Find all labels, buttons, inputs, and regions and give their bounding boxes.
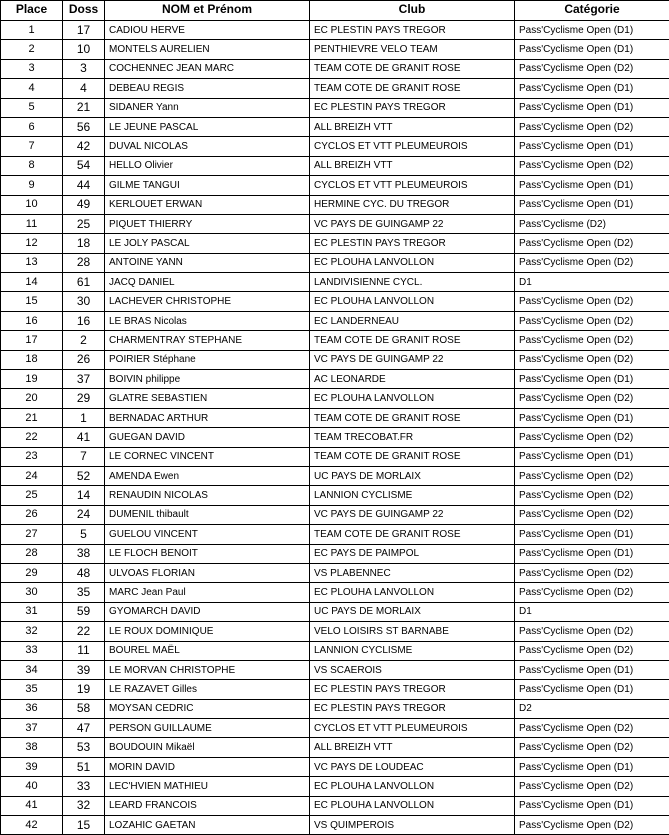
cell-place: 28 [1,544,63,563]
table-row [1,466,669,485]
cell-place: 8 [1,156,63,175]
cell-club: EC PAYS DE PAIMPOL [310,544,515,563]
cell-club: LANNION CYCLISME [310,486,515,505]
cell-category: Pass'Cyclisme Open (D2) [515,156,669,175]
cell-doss: 10 [63,40,105,59]
cell-place: 34 [1,660,63,679]
table-row [1,370,669,389]
cell-place: 35 [1,680,63,699]
cell-name: CHARMENTRAY STEPHANE [105,331,310,350]
cell-name: LE CORNEC VINCENT [105,447,310,466]
cell-doss: 39 [63,660,105,679]
table-row [1,350,669,369]
cell-place: 19 [1,370,63,389]
cell-name: ULVOAS FLORIAN [105,563,310,582]
cell-category: Pass'Cyclisme Open (D1) [515,98,669,117]
cell-club: TEAM COTE DE GRANIT ROSE [310,408,515,427]
table-row [1,331,669,350]
cell-category: Pass'Cyclisme Open (D1) [515,660,669,679]
table-row [1,79,669,98]
cell-category: Pass'Cyclisme Open (D1) [515,408,669,427]
cell-category: Pass'Cyclisme Open (D1) [515,195,669,214]
cell-place: 25 [1,486,63,505]
table-row [1,641,669,660]
cell-club: VS SCAEROIS [310,660,515,679]
cell-club: ALL BREIZH VTT [310,156,515,175]
cell-category: Pass'Cyclisme Open (D2) [515,253,669,272]
cell-name: LE JOLY PASCAL [105,234,310,253]
table-row [1,486,669,505]
cell-place: 4 [1,79,63,98]
cell-doss: 7 [63,447,105,466]
cell-category: Pass'Cyclisme Open (D1) [515,796,669,815]
cell-name: LEC'HVIEN MATHIEU [105,777,310,796]
cell-place: 9 [1,176,63,195]
cell-doss: 29 [63,389,105,408]
table-row [1,816,669,835]
table-row [1,699,669,718]
cell-category: Pass'Cyclisme Open (D2) [515,389,669,408]
cell-doss: 21 [63,98,105,117]
cell-doss: 32 [63,796,105,815]
table-row [1,719,669,738]
cell-name: MOYSAN CEDRIC [105,699,310,718]
cell-doss: 19 [63,680,105,699]
cell-name: PIQUET THIERRY [105,214,310,233]
cell-doss: 2 [63,331,105,350]
table-row [1,253,669,272]
cell-name: POIRIER Stéphane [105,350,310,369]
cell-doss: 35 [63,583,105,602]
table-row [1,428,669,447]
cell-place: 18 [1,350,63,369]
table-row [1,796,669,815]
cell-name: LE ROUX DOMINIQUE [105,622,310,641]
cell-place: 31 [1,602,63,621]
cell-club: EC PLESTIN PAYS TREGOR [310,234,515,253]
table-row [1,389,669,408]
cell-name: LACHEVER CHRISTOPHE [105,292,310,311]
header-row [1,1,669,21]
cell-club: TEAM TRECOBAT.FR [310,428,515,447]
table-row [1,292,669,311]
cell-name: GYOMARCH DAVID [105,602,310,621]
cell-place: 13 [1,253,63,272]
table-row [1,137,669,156]
table-row [1,311,669,330]
cell-category: Pass'Cyclisme Open (D1) [515,757,669,776]
cell-doss: 22 [63,622,105,641]
cell-club: AC LEONARDE [310,370,515,389]
cell-doss: 33 [63,777,105,796]
header-place: Place [1,1,63,21]
header-doss: Doss [63,1,105,21]
table-row [1,757,669,776]
table-row [1,214,669,233]
cell-category: Pass'Cyclisme Open (D2) [515,234,669,253]
results-body [1,21,669,835]
cell-place: 2 [1,40,63,59]
cell-category: Pass'Cyclisme Open (D2) [515,622,669,641]
cell-place: 1 [1,21,63,40]
cell-category: Pass'Cyclisme Open (D1) [515,137,669,156]
cell-name: KERLOUET ERWAN [105,195,310,214]
cell-doss: 47 [63,719,105,738]
table-row [1,777,669,796]
cell-club: EC PLESTIN PAYS TREGOR [310,680,515,699]
cell-category: Pass'Cyclisme Open (D2) [515,466,669,485]
cell-category: D1 [515,602,669,621]
table-row [1,117,669,136]
cell-doss: 56 [63,117,105,136]
cell-category: Pass'Cyclisme Open (D2) [515,583,669,602]
cell-category: Pass'Cyclisme Open (D2) [515,777,669,796]
cell-name: PERSON GUILLAUME [105,719,310,738]
cell-place: 23 [1,447,63,466]
cell-place: 17 [1,331,63,350]
cell-name: ANTOINE YANN [105,253,310,272]
cell-category: Pass'Cyclisme Open (D2) [515,738,669,757]
cell-place: 12 [1,234,63,253]
cell-doss: 11 [63,641,105,660]
cell-category: D1 [515,273,669,292]
cell-category: Pass'Cyclisme Open (D2) [515,117,669,136]
cell-club: ALL BREIZH VTT [310,738,515,757]
cell-place: 41 [1,796,63,815]
cell-name: DEBEAU REGIS [105,79,310,98]
cell-club: VS QUIMPEROIS [310,816,515,835]
cell-doss: 38 [63,544,105,563]
cell-name: LE JEUNE PASCAL [105,117,310,136]
cell-doss: 49 [63,195,105,214]
cell-club: EC PLOUHA LANVOLLON [310,796,515,815]
table-row [1,408,669,427]
table-row [1,273,669,292]
cell-name: LE MORVAN CHRISTOPHE [105,660,310,679]
cell-category: Pass'Cyclisme Open (D2) [515,486,669,505]
cell-name: RENAUDIN NICOLAS [105,486,310,505]
cell-doss: 61 [63,273,105,292]
cell-doss: 54 [63,156,105,175]
table-row [1,156,669,175]
cell-name: BOUREL MAËL [105,641,310,660]
table-row [1,234,669,253]
cell-name: MONTELS AURELIEN [105,40,310,59]
cell-place: 39 [1,757,63,776]
cell-doss: 25 [63,214,105,233]
cell-club: VS PLABENNEC [310,563,515,582]
table-row [1,21,669,40]
cell-club: LANNION CYCLISME [310,641,515,660]
cell-doss: 58 [63,699,105,718]
cell-category: Pass'Cyclisme Open (D1) [515,680,669,699]
table-row [1,583,669,602]
cell-place: 29 [1,563,63,582]
table-row [1,176,669,195]
cell-category: Pass'Cyclisme Open (D2) [515,563,669,582]
table-row [1,563,669,582]
cell-name: DUMENIL thibault [105,505,310,524]
table-row [1,622,669,641]
cell-name: MORIN DAVID [105,757,310,776]
cell-name: BERNADAC ARTHUR [105,408,310,427]
cell-name: DUVAL NICOLAS [105,137,310,156]
cell-name: LE FLOCH BENOIT [105,544,310,563]
cell-doss: 44 [63,176,105,195]
cell-club: EC PLOUHA LANVOLLON [310,389,515,408]
cell-name: COCHENNEC JEAN MARC [105,59,310,78]
cell-club: EC PLOUHA LANVOLLON [310,253,515,272]
cell-place: 6 [1,117,63,136]
cell-place: 37 [1,719,63,738]
cell-name: LE RAZAVET Gilles [105,680,310,699]
cell-doss: 28 [63,253,105,272]
cell-place: 21 [1,408,63,427]
cell-club: UC PAYS DE MORLAIX [310,602,515,621]
table-row [1,59,669,78]
cell-name: GLATRE SEBASTIEN [105,389,310,408]
cell-category: Pass'Cyclisme Open (D1) [515,370,669,389]
cell-place: 11 [1,214,63,233]
table-row [1,602,669,621]
cell-name: BOIVIN philippe [105,370,310,389]
cell-place: 24 [1,466,63,485]
cell-category: Pass'Cyclisme Open (D2) [515,311,669,330]
table-row [1,544,669,563]
cell-name: GUEGAN DAVID [105,428,310,447]
cell-place: 16 [1,311,63,330]
table-row [1,505,669,524]
cell-club: EC PLESTIN PAYS TREGOR [310,699,515,718]
cell-category: Pass'Cyclisme Open (D1) [515,21,669,40]
cell-category: Pass'Cyclisme (D2) [515,214,669,233]
cell-place: 10 [1,195,63,214]
cell-club: EC PLESTIN PAYS TREGOR [310,98,515,117]
cell-club: TEAM COTE DE GRANIT ROSE [310,59,515,78]
cell-name: CADIOU HERVE [105,21,310,40]
cell-name: JACQ DANIEL [105,273,310,292]
header-club: Club [310,1,515,21]
cell-category: Pass'Cyclisme Open (D1) [515,447,669,466]
cell-doss: 59 [63,602,105,621]
cell-club: EC PLOUHA LANVOLLON [310,292,515,311]
cell-category: Pass'Cyclisme Open (D2) [515,331,669,350]
cell-name: LE BRAS Nicolas [105,311,310,330]
cell-doss: 41 [63,428,105,447]
cell-club: TEAM COTE DE GRANIT ROSE [310,79,515,98]
cell-place: 27 [1,525,63,544]
cell-club: VC PAYS DE GUINGAMP 22 [310,214,515,233]
table-row [1,738,669,757]
table-row [1,660,669,679]
cell-category: Pass'Cyclisme Open (D1) [515,79,669,98]
table-row [1,447,669,466]
cell-name: GUELOU VINCENT [105,525,310,544]
cell-club: EC LANDERNEAU [310,311,515,330]
cell-place: 26 [1,505,63,524]
cell-name: HELLO Olivier [105,156,310,175]
cell-name: GILME TANGUI [105,176,310,195]
cell-club: VELO LOISIRS ST BARNABE [310,622,515,641]
cell-club: EC PLESTIN PAYS TREGOR [310,21,515,40]
cell-category: Pass'Cyclisme Open (D1) [515,544,669,563]
cell-category: Pass'Cyclisme Open (D2) [515,292,669,311]
cell-name: BOUDOUIN Mikaël [105,738,310,757]
cell-category: Pass'Cyclisme Open (D1) [515,40,669,59]
cell-category: D2 [515,699,669,718]
cell-place: 33 [1,641,63,660]
cell-place: 40 [1,777,63,796]
cell-place: 15 [1,292,63,311]
cell-place: 22 [1,428,63,447]
cell-place: 32 [1,622,63,641]
cell-doss: 18 [63,234,105,253]
cell-club: TEAM COTE DE GRANIT ROSE [310,447,515,466]
cell-doss: 15 [63,816,105,835]
cell-category: Pass'Cyclisme Open (D2) [515,641,669,660]
cell-doss: 16 [63,311,105,330]
cell-place: 36 [1,699,63,718]
cell-club: TEAM COTE DE GRANIT ROSE [310,525,515,544]
cell-club: PENTHIEVRE VELO TEAM [310,40,515,59]
cell-place: 20 [1,389,63,408]
cell-doss: 51 [63,757,105,776]
table-row [1,98,669,117]
cell-doss: 3 [63,59,105,78]
cell-doss: 48 [63,563,105,582]
table-row [1,680,669,699]
cell-place: 5 [1,98,63,117]
cell-club: UC PAYS DE MORLAIX [310,466,515,485]
cell-doss: 26 [63,350,105,369]
cell-category: Pass'Cyclisme Open (D2) [515,719,669,738]
cell-name: MARC Jean Paul [105,583,310,602]
cell-club: TEAM COTE DE GRANIT ROSE [310,331,515,350]
header-category: Catégorie [515,1,669,21]
cell-doss: 5 [63,525,105,544]
cell-doss: 14 [63,486,105,505]
cell-doss: 4 [63,79,105,98]
cell-doss: 52 [63,466,105,485]
cell-place: 30 [1,583,63,602]
cell-category: Pass'Cyclisme Open (D1) [515,525,669,544]
table-row [1,525,669,544]
cell-club: CYCLOS ET VTT PLEUMEUROIS [310,719,515,738]
cell-category: Pass'Cyclisme Open (D2) [515,350,669,369]
cell-club: EC PLOUHA LANVOLLON [310,583,515,602]
cell-doss: 24 [63,505,105,524]
cell-club: CYCLOS ET VTT PLEUMEUROIS [310,137,515,156]
cell-doss: 42 [63,137,105,156]
cell-name: LOZAHIC GAETAN [105,816,310,835]
cell-place: 14 [1,273,63,292]
table-row [1,195,669,214]
cell-club: VC PAYS DE GUINGAMP 22 [310,505,515,524]
cell-club: CYCLOS ET VTT PLEUMEUROIS [310,176,515,195]
cell-place: 7 [1,137,63,156]
cell-name: AMENDA Ewen [105,466,310,485]
cell-club: LANDIVISIENNE CYCL. [310,273,515,292]
cell-category: Pass'Cyclisme Open (D2) [515,505,669,524]
cell-club: VC PAYS DE LOUDEAC [310,757,515,776]
cell-club: EC PLOUHA LANVOLLON [310,777,515,796]
cell-place: 38 [1,738,63,757]
cell-club: ALL BREIZH VTT [310,117,515,136]
cell-category: Pass'Cyclisme Open (D1) [515,176,669,195]
cell-doss: 30 [63,292,105,311]
cell-doss: 53 [63,738,105,757]
header-name: NOM et Prénom [105,1,310,21]
cell-category: Pass'Cyclisme Open (D2) [515,816,669,835]
cell-club: VC PAYS DE GUINGAMP 22 [310,350,515,369]
cell-name: LEARD FRANCOIS [105,796,310,815]
cell-place: 42 [1,816,63,835]
cell-doss: 37 [63,370,105,389]
cell-club: HERMINE CYC. DU TREGOR [310,195,515,214]
cell-doss: 1 [63,408,105,427]
table-row [1,40,669,59]
cell-place: 3 [1,59,63,78]
cell-category: Pass'Cyclisme Open (D2) [515,59,669,78]
cell-name: SIDANER Yann [105,98,310,117]
cell-category: Pass'Cyclisme Open (D2) [515,428,669,447]
cell-doss: 17 [63,21,105,40]
